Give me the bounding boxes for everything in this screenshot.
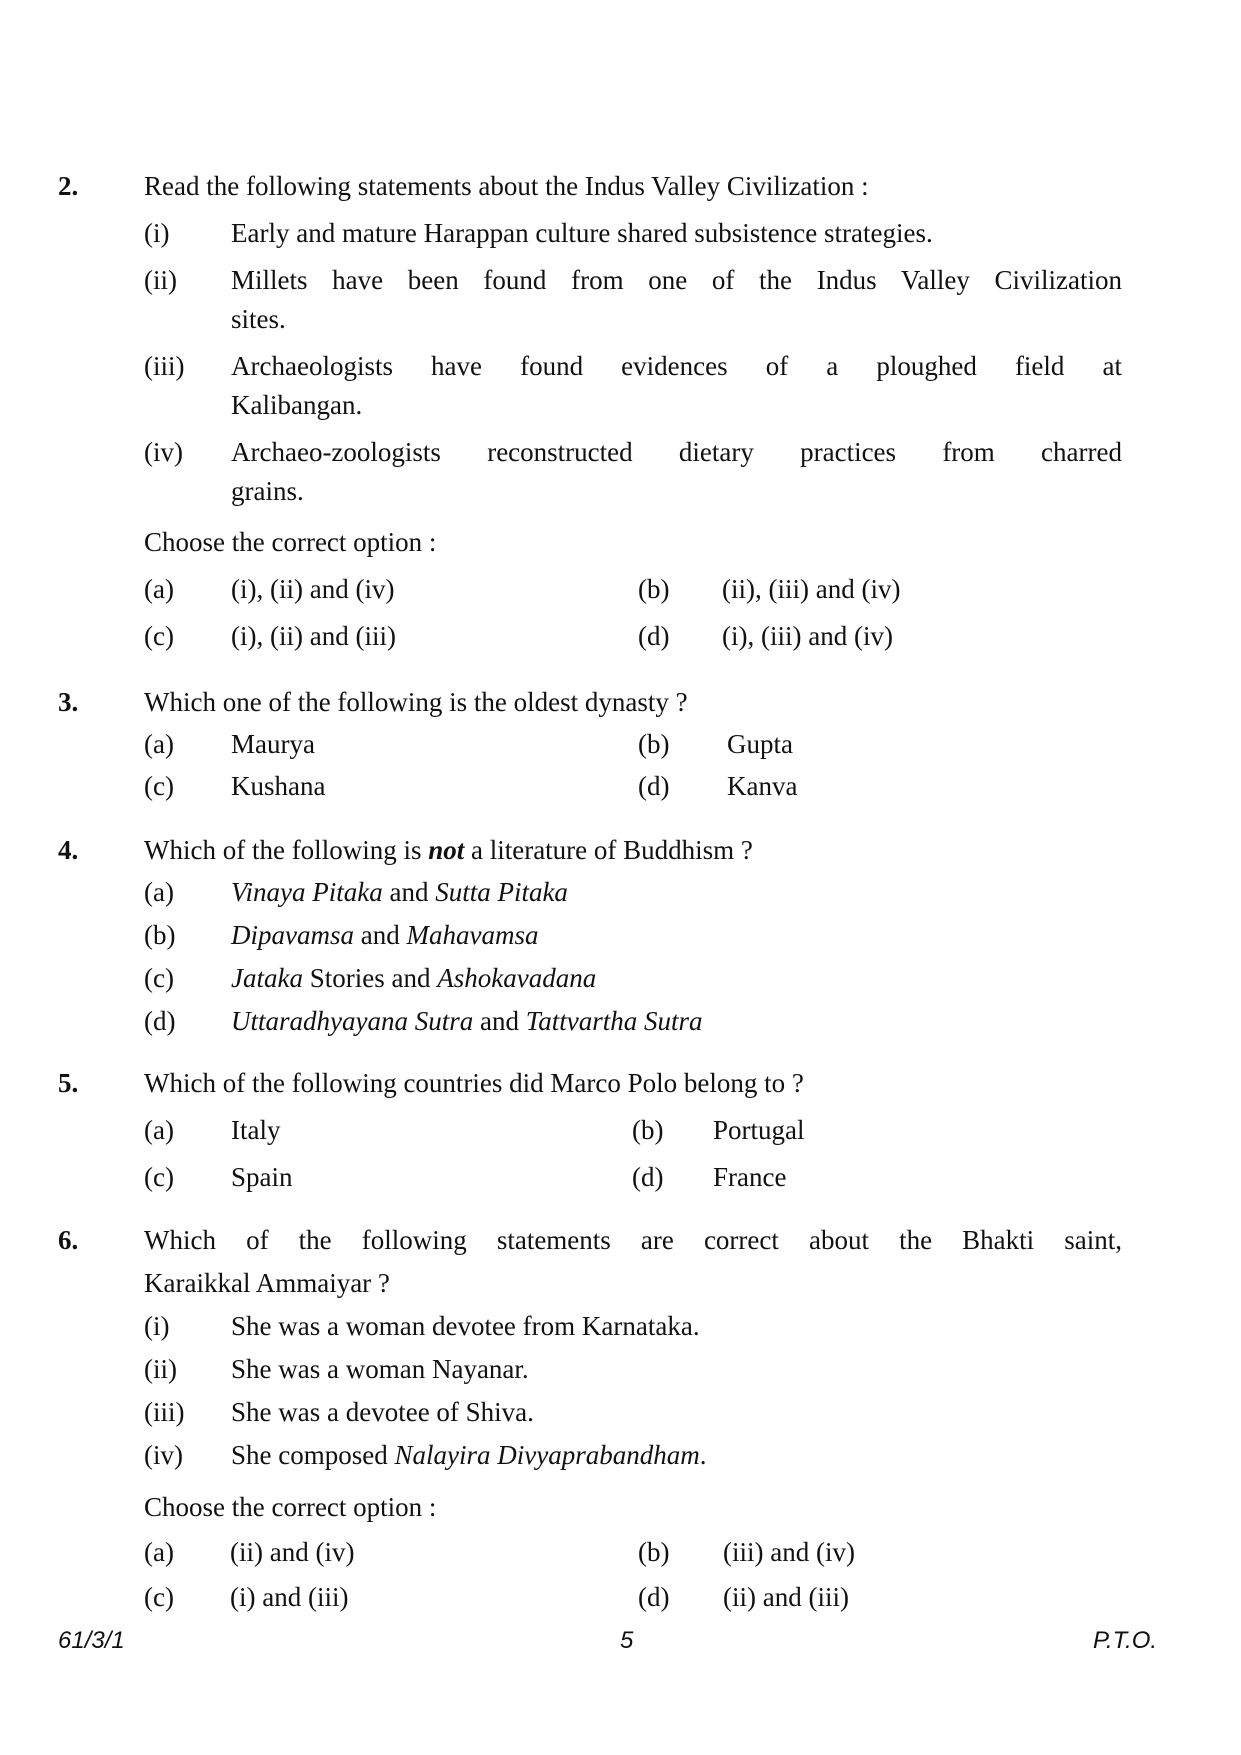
statement-text: Kalibangan. [231,390,363,420]
option-label: (a) [144,1115,174,1145]
paper-code: 61/3/1 [58,1627,125,1654]
option-text: Spain [231,1162,293,1192]
statement-label: (ii) [144,1354,177,1384]
option-label: (a) [144,877,174,907]
statement-label: (ii) [144,265,177,295]
statement-label: (iv) [144,1440,183,1470]
option-text: Uttaradhyayana Sutra and Tattvartha Sutra [231,1006,703,1036]
option-text: (ii) and (iv) [230,1537,355,1567]
option-label: (a) [144,729,174,759]
question-number: 2. [58,171,79,201]
statement-text: grains. [231,476,304,506]
option-label: (b) [144,920,176,950]
option-label: (c) [144,1582,174,1612]
option-text: (ii), (iii) and (iv) [722,574,901,604]
statement-text: She was a woman Nayanar. [231,1354,529,1384]
option-text: Kushana [231,771,326,801]
option-label: (a) [144,1537,174,1567]
option-label: (d) [632,1162,664,1192]
statement-label: (i) [144,1311,170,1341]
option-label: (b) [638,574,670,604]
statement-text: She was a woman devotee from Karnataka. [231,1311,700,1341]
option-label: (a) [144,574,174,604]
statement-text: She was a devotee of Shiva. [231,1397,534,1427]
option-text: (i), (ii) and (iv) [231,574,395,604]
choose-instruction: Choose the correct option : [144,1492,437,1522]
option-text: Vinaya Pitaka and Sutta Pitaka [231,877,568,907]
option-text: Gupta [727,729,793,759]
question-stem: Which of the following statements are correct about the Bhakti saint, [144,1225,1122,1255]
option-label: (c) [144,963,174,993]
question-stem: Read the following statements about the Indus Valley Civilization : [144,171,869,201]
option-text: (i), (iii) and (iv) [722,621,893,651]
statement-text: Early and mature Harappan culture shared subsistence strategies. [231,218,933,248]
question-stem: Which one of the following is the oldest dynasty ? [144,687,688,717]
option-label: (b) [638,729,670,759]
option-label: (d) [144,1006,176,1036]
question-number: 4. [58,835,79,865]
option-label: (c) [144,621,174,651]
option-text: France [713,1162,787,1192]
option-label: (d) [638,771,670,801]
statement-text: sites. [231,304,286,334]
emphasis-not: not [428,835,465,865]
option-text: Dipavamsa and Mahavamsa [231,920,539,950]
option-label: (d) [638,621,670,651]
option-text: Portugal [713,1115,805,1145]
option-text: (iii) and (iv) [723,1537,855,1567]
question-number: 3. [58,687,79,717]
question-number: 6. [58,1225,79,1255]
statement-text: She composed Nalayira Divyaprabandham. [231,1440,707,1470]
option-text: (ii) and (iii) [723,1582,849,1612]
option-label: (c) [144,771,174,801]
statement-text: Archaeologists have found evidences of a ploughed field at [231,351,1122,381]
option-text: Kanva [727,771,798,801]
option-text: Jataka Stories and Ashokavadana [231,963,597,993]
statement-label: (iii) [144,1397,185,1427]
option-text: Maurya [231,729,315,759]
question-stem: Which of the following countries did Marco Polo belong to ? [144,1068,804,1098]
option-text: (i) and (iii) [230,1582,349,1612]
statement-text: Archaeo-zoologists reconstructed dietary practices from charred [231,437,1122,467]
choose-instruction: Choose the correct option : [144,527,437,557]
statement-text: Millets have been found from one of the Indus Valley Civilization [231,265,1122,295]
question-stem: Karaikkal Ammaiyar ? [144,1268,390,1298]
option-text: (i), (ii) and (iii) [231,621,396,651]
statement-label: (iv) [144,437,183,467]
statement-label: (i) [144,218,170,248]
option-label: (c) [144,1162,174,1192]
question-stem: Which of the following is not a literature of Buddhism ? [144,835,753,865]
option-label: (d) [638,1582,670,1612]
question-number: 5. [58,1068,79,1098]
statement-label: (iii) [144,351,185,381]
option-label: (b) [638,1537,670,1567]
option-text: Italy [231,1115,281,1145]
page-number: 5 [620,1627,634,1654]
pto-label: P.T.O. [1093,1627,1158,1654]
option-label: (b) [632,1115,664,1145]
